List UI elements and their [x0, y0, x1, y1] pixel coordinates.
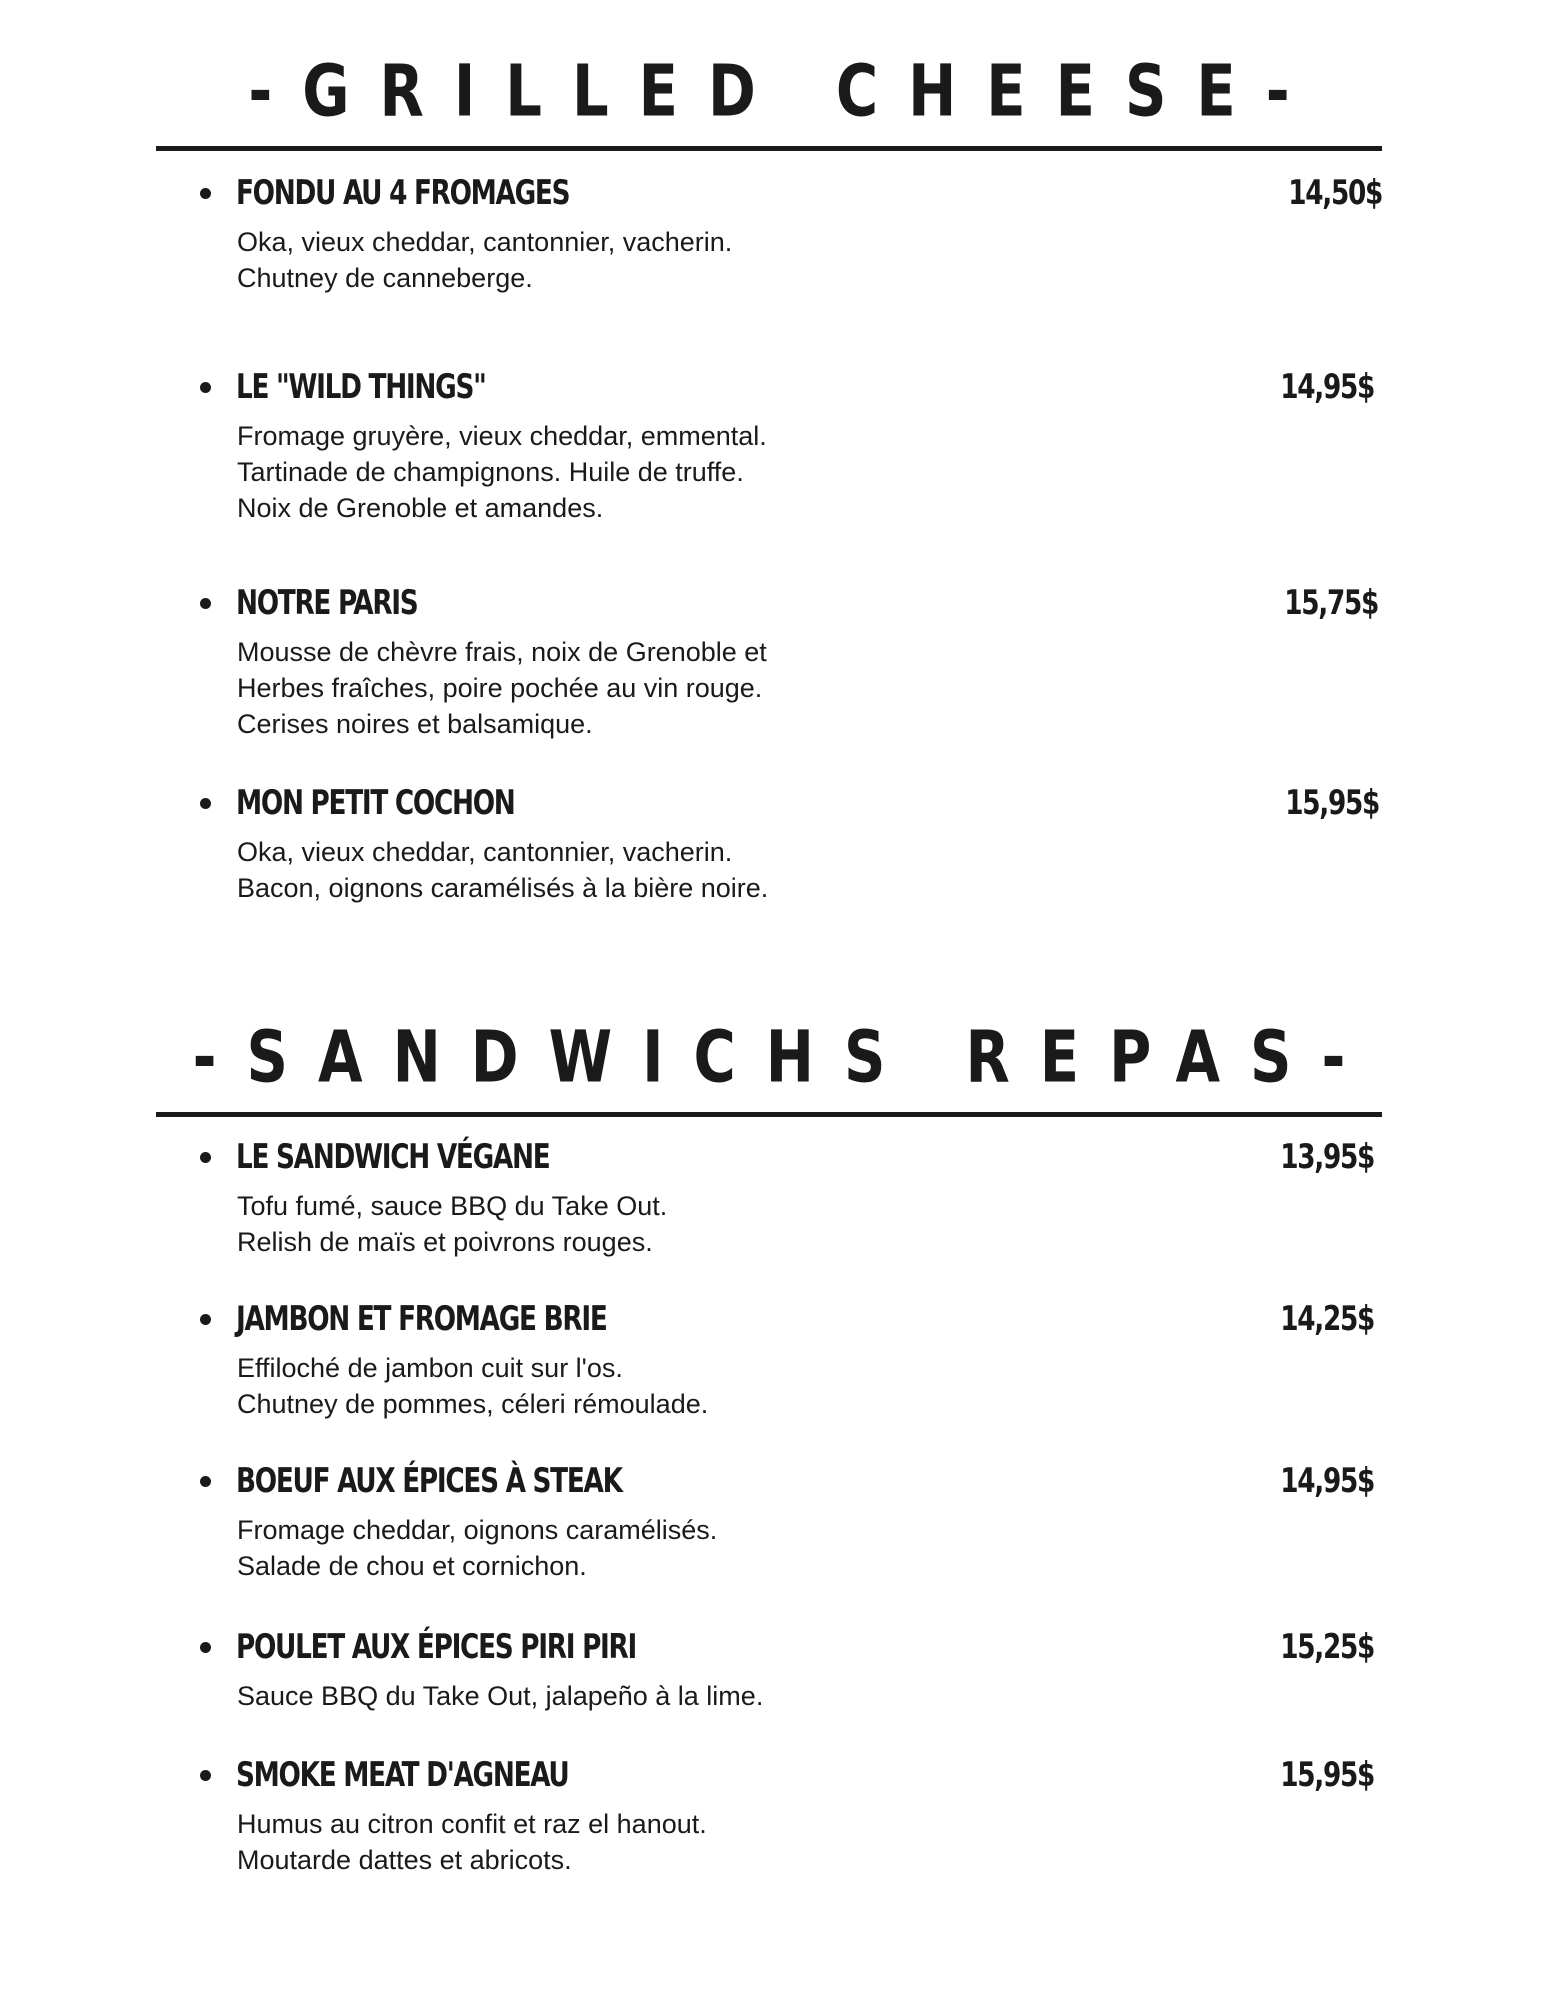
- item-description: Sauce BBQ du Take Out, jalapeño à la lime.: [237, 1681, 764, 1711]
- item-name: BOEUF AUX ÉPICES À STEAK: [236, 1461, 622, 1501]
- item-name: FONDU AU 4 FROMAGES: [236, 173, 570, 213]
- item-price: 15,95$: [1285, 783, 1379, 823]
- bullet-icon: [200, 382, 211, 393]
- item-description: Humus au citron confit et raz el hanout. Moutarde dattes et abricots.: [237, 1809, 707, 1875]
- item-name: LE "WILD THINGS": [236, 367, 486, 407]
- item-description: Oka, vieux cheddar, cantonnier, vacherin. Chutney de canneberge.: [237, 227, 733, 293]
- item-name: LE SANDWICH VÉGANE: [236, 1137, 550, 1177]
- item-description: Tofu fumé, sauce BBQ du Take Out. Relish de maïs et poivrons rouges.: [237, 1191, 668, 1257]
- item-name: JAMBON ET FROMAGE BRIE: [236, 1299, 607, 1339]
- item-name: POULET AUX ÉPICES PIRI PIRI: [236, 1627, 637, 1667]
- section-sandwichs-repas: [156, 1018, 1382, 1117]
- item-name: MON PETIT COCHON: [236, 783, 515, 823]
- bullet-icon: [200, 1642, 211, 1653]
- section-divider: [156, 1112, 1382, 1117]
- item-price: 13,95$: [1280, 1137, 1374, 1177]
- bullet-icon: [200, 1152, 211, 1163]
- item-price: 14,50$: [1288, 173, 1382, 213]
- bullet-icon: [200, 1314, 211, 1325]
- item-price: 14,25$: [1280, 1299, 1374, 1339]
- bullet-icon: [200, 188, 211, 199]
- item-price: 15,75$: [1284, 583, 1378, 623]
- item-description: Effiloché de jambon cuit sur l'os. Chutney de pommes, céleri rémoulade.: [237, 1353, 709, 1419]
- bullet-icon: [200, 1476, 211, 1487]
- bullet-icon: [200, 598, 211, 609]
- bullet-icon: [200, 1770, 211, 1781]
- item-price: 14,95$: [1280, 367, 1374, 407]
- section-title: -GRILLED CHEESE-: [248, 50, 1320, 134]
- bullet-icon: [200, 798, 211, 809]
- item-name: SMOKE MEAT D'AGNEAU: [236, 1755, 569, 1795]
- section-divider: [156, 146, 1382, 151]
- section-grilled-cheese: [156, 52, 1382, 151]
- item-price: 15,25$: [1280, 1627, 1374, 1667]
- item-price: 15,95$: [1280, 1755, 1374, 1795]
- item-name: NOTRE PARIS: [236, 583, 418, 623]
- item-price: 14,95$: [1280, 1461, 1374, 1501]
- item-description: Fromage cheddar, oignons caramélisés. Salade de chou et cornichon.: [237, 1515, 718, 1581]
- item-description: Oka, vieux cheddar, cantonnier, vacherin. Bacon, oignons caramélisés à la bière noire.: [237, 837, 769, 903]
- section-title: -SANDWICHS REPAS-: [192, 1016, 1376, 1100]
- item-description: Mousse de chèvre frais, noix de Grenoble et Herbes fraîches, poire pochée au vin rouge. Cerises noires et balsamique.: [237, 637, 767, 739]
- item-description: Fromage gruyère, vieux cheddar, emmental. Tartinade de champignons. Huile de truffe. Noix de Grenoble et amandes.: [237, 421, 767, 523]
